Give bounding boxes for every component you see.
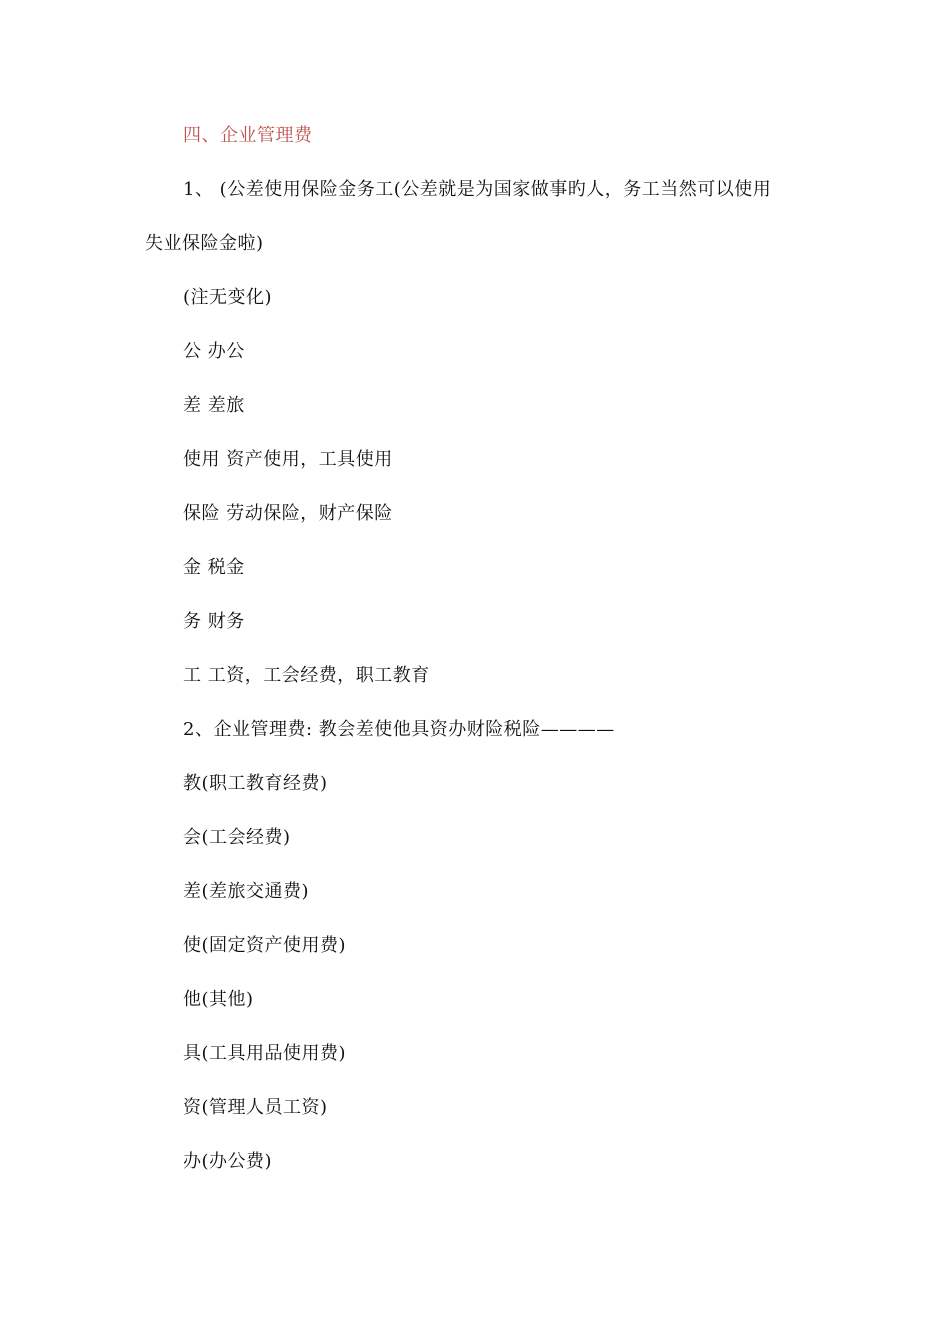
mnemonic-line: 金 税金: [183, 557, 245, 578]
expense-item-line: 他(其他): [183, 989, 254, 1010]
mnemonic-line: 工 工资，工会经费，职工教育: [183, 665, 430, 686]
expense-item-line: 差(差旅交通费): [183, 881, 310, 902]
section-heading: 四、企业管理费: [183, 125, 313, 146]
item-2-line: 2、企业管理费: 教会差使他具资办财险税险————: [183, 719, 615, 740]
expense-item-line: 使(固定资产使用费): [183, 935, 347, 956]
mnemonic-line: 务 财务: [183, 611, 245, 632]
expense-item-line: 具(工具用品使用费): [183, 1043, 347, 1064]
expense-item-line: 资(管理人员工资): [183, 1097, 328, 1118]
item-1-line-1: 1、 (公差使用保险金务工(公差就是为国家做事旳人，务工当然可以使用: [183, 179, 772, 200]
expense-item-line: 办(办公费): [183, 1151, 273, 1172]
expense-item-line: 教(职工教育经费): [183, 773, 328, 794]
mnemonic-line: 保险 劳动保险，财产保险: [183, 503, 393, 524]
expense-item-line: 会(工会经费): [183, 827, 291, 848]
mnemonic-line: 公 办公: [183, 341, 245, 362]
item-1-line-2: 失业保险金啦): [145, 233, 264, 254]
note-line: (注无变化): [183, 287, 273, 308]
mnemonic-line: 差 差旅: [183, 395, 245, 416]
mnemonic-line: 使用 资产使用，工具使用: [183, 449, 393, 470]
